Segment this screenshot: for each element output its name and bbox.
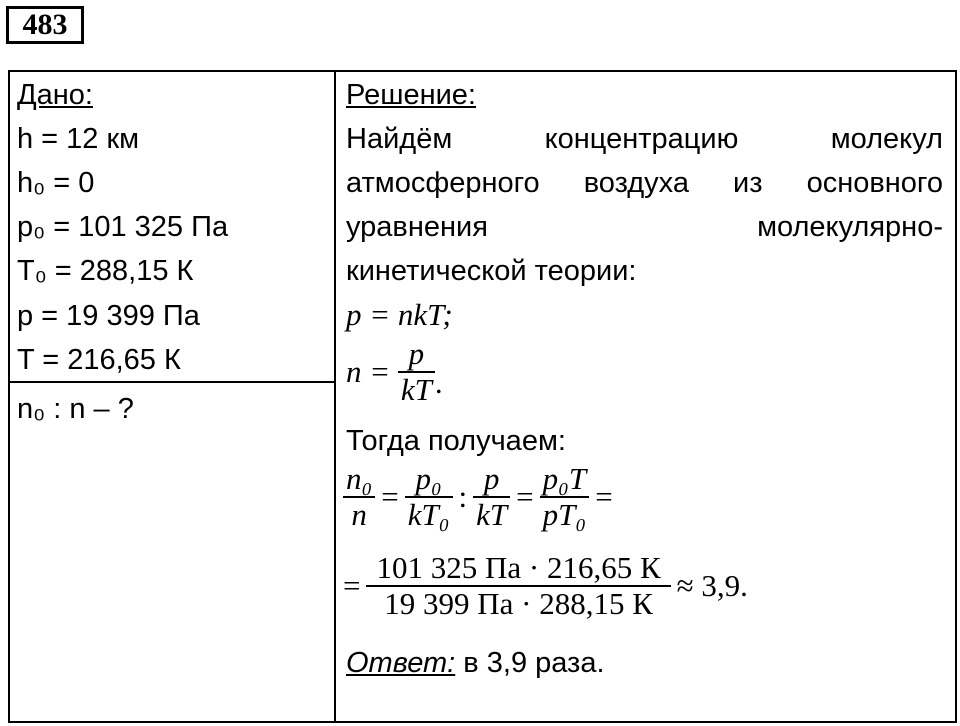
solution-text-line: Тогда получаем: (346, 425, 566, 457)
given-heading: Дано: (17, 79, 93, 111)
problem-number: 483 (6, 6, 84, 44)
fraction (366, 551, 670, 621)
word: молекул (830, 123, 943, 155)
numerator: 101 325 Па · 216,65 К (376, 550, 661, 585)
answer-line (346, 646, 605, 680)
given-line: p = 19 399 Па (17, 300, 200, 332)
eq-lhs: n = (346, 354, 391, 389)
equation-concentration (346, 337, 443, 407)
solution-heading: Решение: (346, 79, 476, 111)
fraction (398, 337, 435, 407)
word: из (733, 167, 763, 199)
answer-text: в 3,9 раза. (455, 647, 605, 679)
fraction (540, 462, 590, 532)
numerator: p₀ (415, 461, 442, 496)
equation-ideal-gas: p = nkT; (346, 297, 453, 332)
word: Найдём (346, 123, 453, 155)
numerator: p (408, 336, 425, 371)
given-line: h₀ = 0 (17, 167, 95, 199)
denominator: kT₀ (407, 497, 450, 532)
solution-text-line (346, 210, 943, 244)
fraction (405, 462, 453, 532)
equals-sign: = (381, 479, 399, 514)
denominator: 19 399 Па · 288,15 К (384, 586, 653, 621)
numerator: p₀T (542, 461, 587, 496)
word: уравнения (346, 211, 488, 243)
denominator: kT (476, 497, 508, 532)
period: . (434, 365, 443, 400)
fraction (343, 462, 375, 532)
equals-sign: = (516, 479, 534, 514)
given-line: T = 216,65 К (17, 344, 181, 376)
numerator: n₀ (346, 461, 373, 496)
word: атмосферного (346, 167, 540, 199)
answer-label: Ответ: (346, 647, 456, 679)
word: концентрацию (544, 123, 739, 155)
given-line: T₀ = 288,15 К (17, 255, 194, 287)
given-line: h = 12 км (17, 123, 140, 155)
given-line: p₀ = 101 325 Па (17, 211, 229, 243)
equals-sign: = (595, 479, 613, 514)
equation-calculation (343, 551, 754, 621)
word: молекулярно- (757, 211, 943, 243)
result: ≈ 3,9. (676, 568, 748, 603)
denominator: pT₀ (542, 497, 587, 532)
word: воздуха (583, 167, 689, 199)
denominator: n (351, 497, 367, 532)
word: основного (806, 167, 943, 199)
given-find-divider (8, 381, 335, 383)
equation-ratio (343, 462, 619, 532)
numerator: p (483, 461, 500, 496)
fraction (473, 462, 510, 532)
find-line: n₀ : n – ? (17, 393, 134, 425)
denominator: kT (400, 372, 432, 407)
divide-sign: : (458, 479, 468, 514)
solution-text-line (346, 166, 943, 200)
solution-text-line: кинетической теории: (346, 255, 637, 287)
column-divider (334, 70, 336, 723)
equals-sign: = (343, 568, 361, 603)
solution-text-line (346, 122, 943, 156)
